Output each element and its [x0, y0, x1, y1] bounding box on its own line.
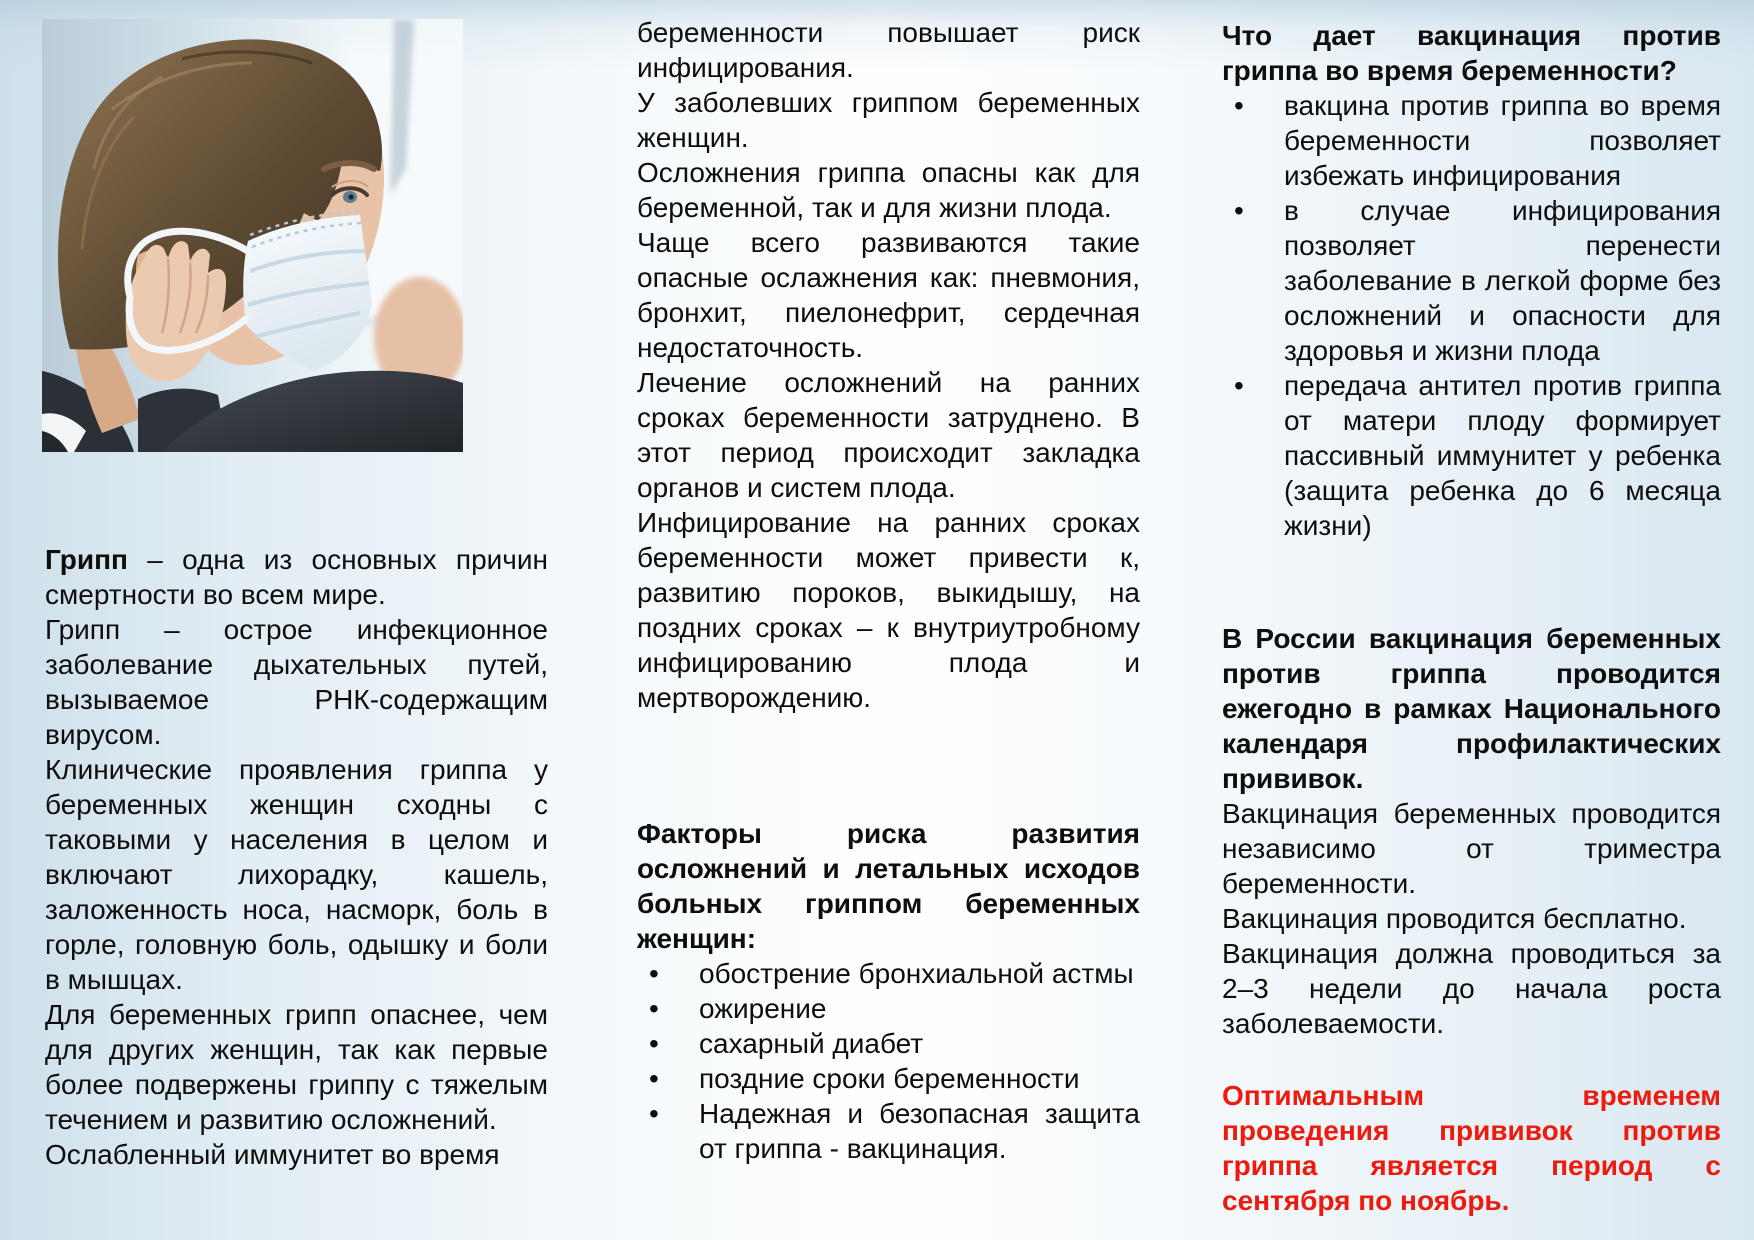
list-item-text: передача антител против гриппа от матери плоду формирует пассивный иммунитет у ребенка (защита ребенка до 6 месяца жизни) — [1284, 370, 1721, 541]
bullet-icon: • — [1234, 90, 1244, 121]
list-item — [637, 1061, 1140, 1096]
bullet-icon: • — [1234, 195, 1244, 226]
paragraph — [45, 542, 548, 612]
list-item-text: обострение бронхиальной астмы — [699, 958, 1134, 989]
mask-photo — [42, 19, 463, 452]
column-3 — [1222, 18, 1721, 1218]
paragraph: Для беременных грипп опаснее, чем для других женщин, так как первые более подвержены гриппу с тяжелым течением и развитию осложнений. — [45, 999, 548, 1135]
paragraph: Вакцинация проводится бесплатно. — [1222, 903, 1687, 934]
bullet-icon: • — [649, 1063, 659, 1094]
lead-word: Грипп — [45, 544, 128, 575]
list-item — [637, 956, 1140, 991]
risk-factors-heading: Факторы риска развития осложнений и летальных исходов больных гриппом беременных женщин: — [637, 818, 1140, 954]
bullet-icon: • — [649, 1098, 659, 1129]
paragraph: У заболевших гриппом беременных женщин. — [637, 87, 1140, 153]
list-item — [1222, 88, 1721, 193]
paragraph: Грипп – острое инфекционное заболевание дыхательных путей, вызываемое РНК-содержащим вирусом. — [45, 614, 548, 750]
list-item — [1222, 193, 1721, 368]
list-item-text: вакцина против гриппа во время беременности позволяет избежать инфицирования — [1284, 90, 1721, 191]
bullet-icon: • — [649, 1028, 659, 1059]
list-item — [637, 1096, 1140, 1166]
national-calendar-heading: В России вакцинация беременных против гриппа проводится ежегодно в рамках Национального календаря профилактических прививок. — [1222, 623, 1721, 794]
mask-photo-illustration — [42, 19, 463, 452]
list-item — [637, 1026, 1140, 1061]
paragraph: Чаще всего развиваются такие опасные ослажнения как: пневмония, бронхит, пиелонефрит, сердечная недостаточность. — [637, 227, 1140, 363]
bullet-icon: • — [1234, 370, 1244, 401]
paragraph: Ослабленный иммунитет во время — [45, 1139, 500, 1170]
paragraph: Вакцинация беременных проводится независимо от триместра беременности. — [1222, 798, 1721, 899]
paragraph: Лечение осложнений на ранних сроках беременности затруднено. В этот период происходит закладка органов и систем плода. — [637, 367, 1140, 503]
list-item — [637, 991, 1140, 1026]
list-item-text: Надежная и безопасная защита от гриппа - вакцинация. — [699, 1098, 1140, 1164]
eye-pupil — [348, 194, 353, 199]
bullet-icon: • — [649, 993, 659, 1024]
list-item — [1222, 368, 1721, 543]
paragraph: беременности повышает риск инфицирования. — [637, 17, 1140, 83]
column-1 — [45, 542, 548, 1172]
list-item-text: поздние сроки беременности — [699, 1063, 1080, 1094]
optimal-period-warning: Оптимальным временем проведения прививок против гриппа является период с сентября по ноябрь. — [1222, 1080, 1721, 1216]
vaccination-benefits-heading: Что дает вакцинация против гриппа во время беременности? — [1222, 20, 1721, 86]
column-2 — [637, 15, 1140, 1166]
list-item-text: ожирение — [699, 993, 827, 1024]
list-item-text: сахарный диабет — [699, 1028, 924, 1059]
paragraph: Клинические проявления гриппа у беременных женщин сходны с таковыми у населения в целом и включают лихорадку, кашель, заложенность носа, насморк, боль в горле, головную боль, одышку и боли в мышцах. — [45, 754, 548, 995]
paragraph: Инфицирование на ранних сроках беременности может привести к, развитию пороков, выкидышу, на поздних сроках – к внутриутробному инфицированию плода и мертворождению. — [637, 507, 1140, 713]
list-item-text: в случае инфицирования позволяет перенести заболевание в легкой форме без осложнений и опасности для здоровья и жизни плода — [1284, 195, 1721, 366]
bullet-icon: • — [649, 958, 659, 989]
paragraph: Осложнения гриппа опасны как для беременной, так и для жизни плода. — [637, 157, 1140, 223]
paragraph-text: – одна из основных причин смертности во всем мире. — [45, 544, 548, 610]
paragraph: Вакцинация должна проводиться за 2–3 недели до начала роста заболеваемости. — [1222, 938, 1721, 1039]
